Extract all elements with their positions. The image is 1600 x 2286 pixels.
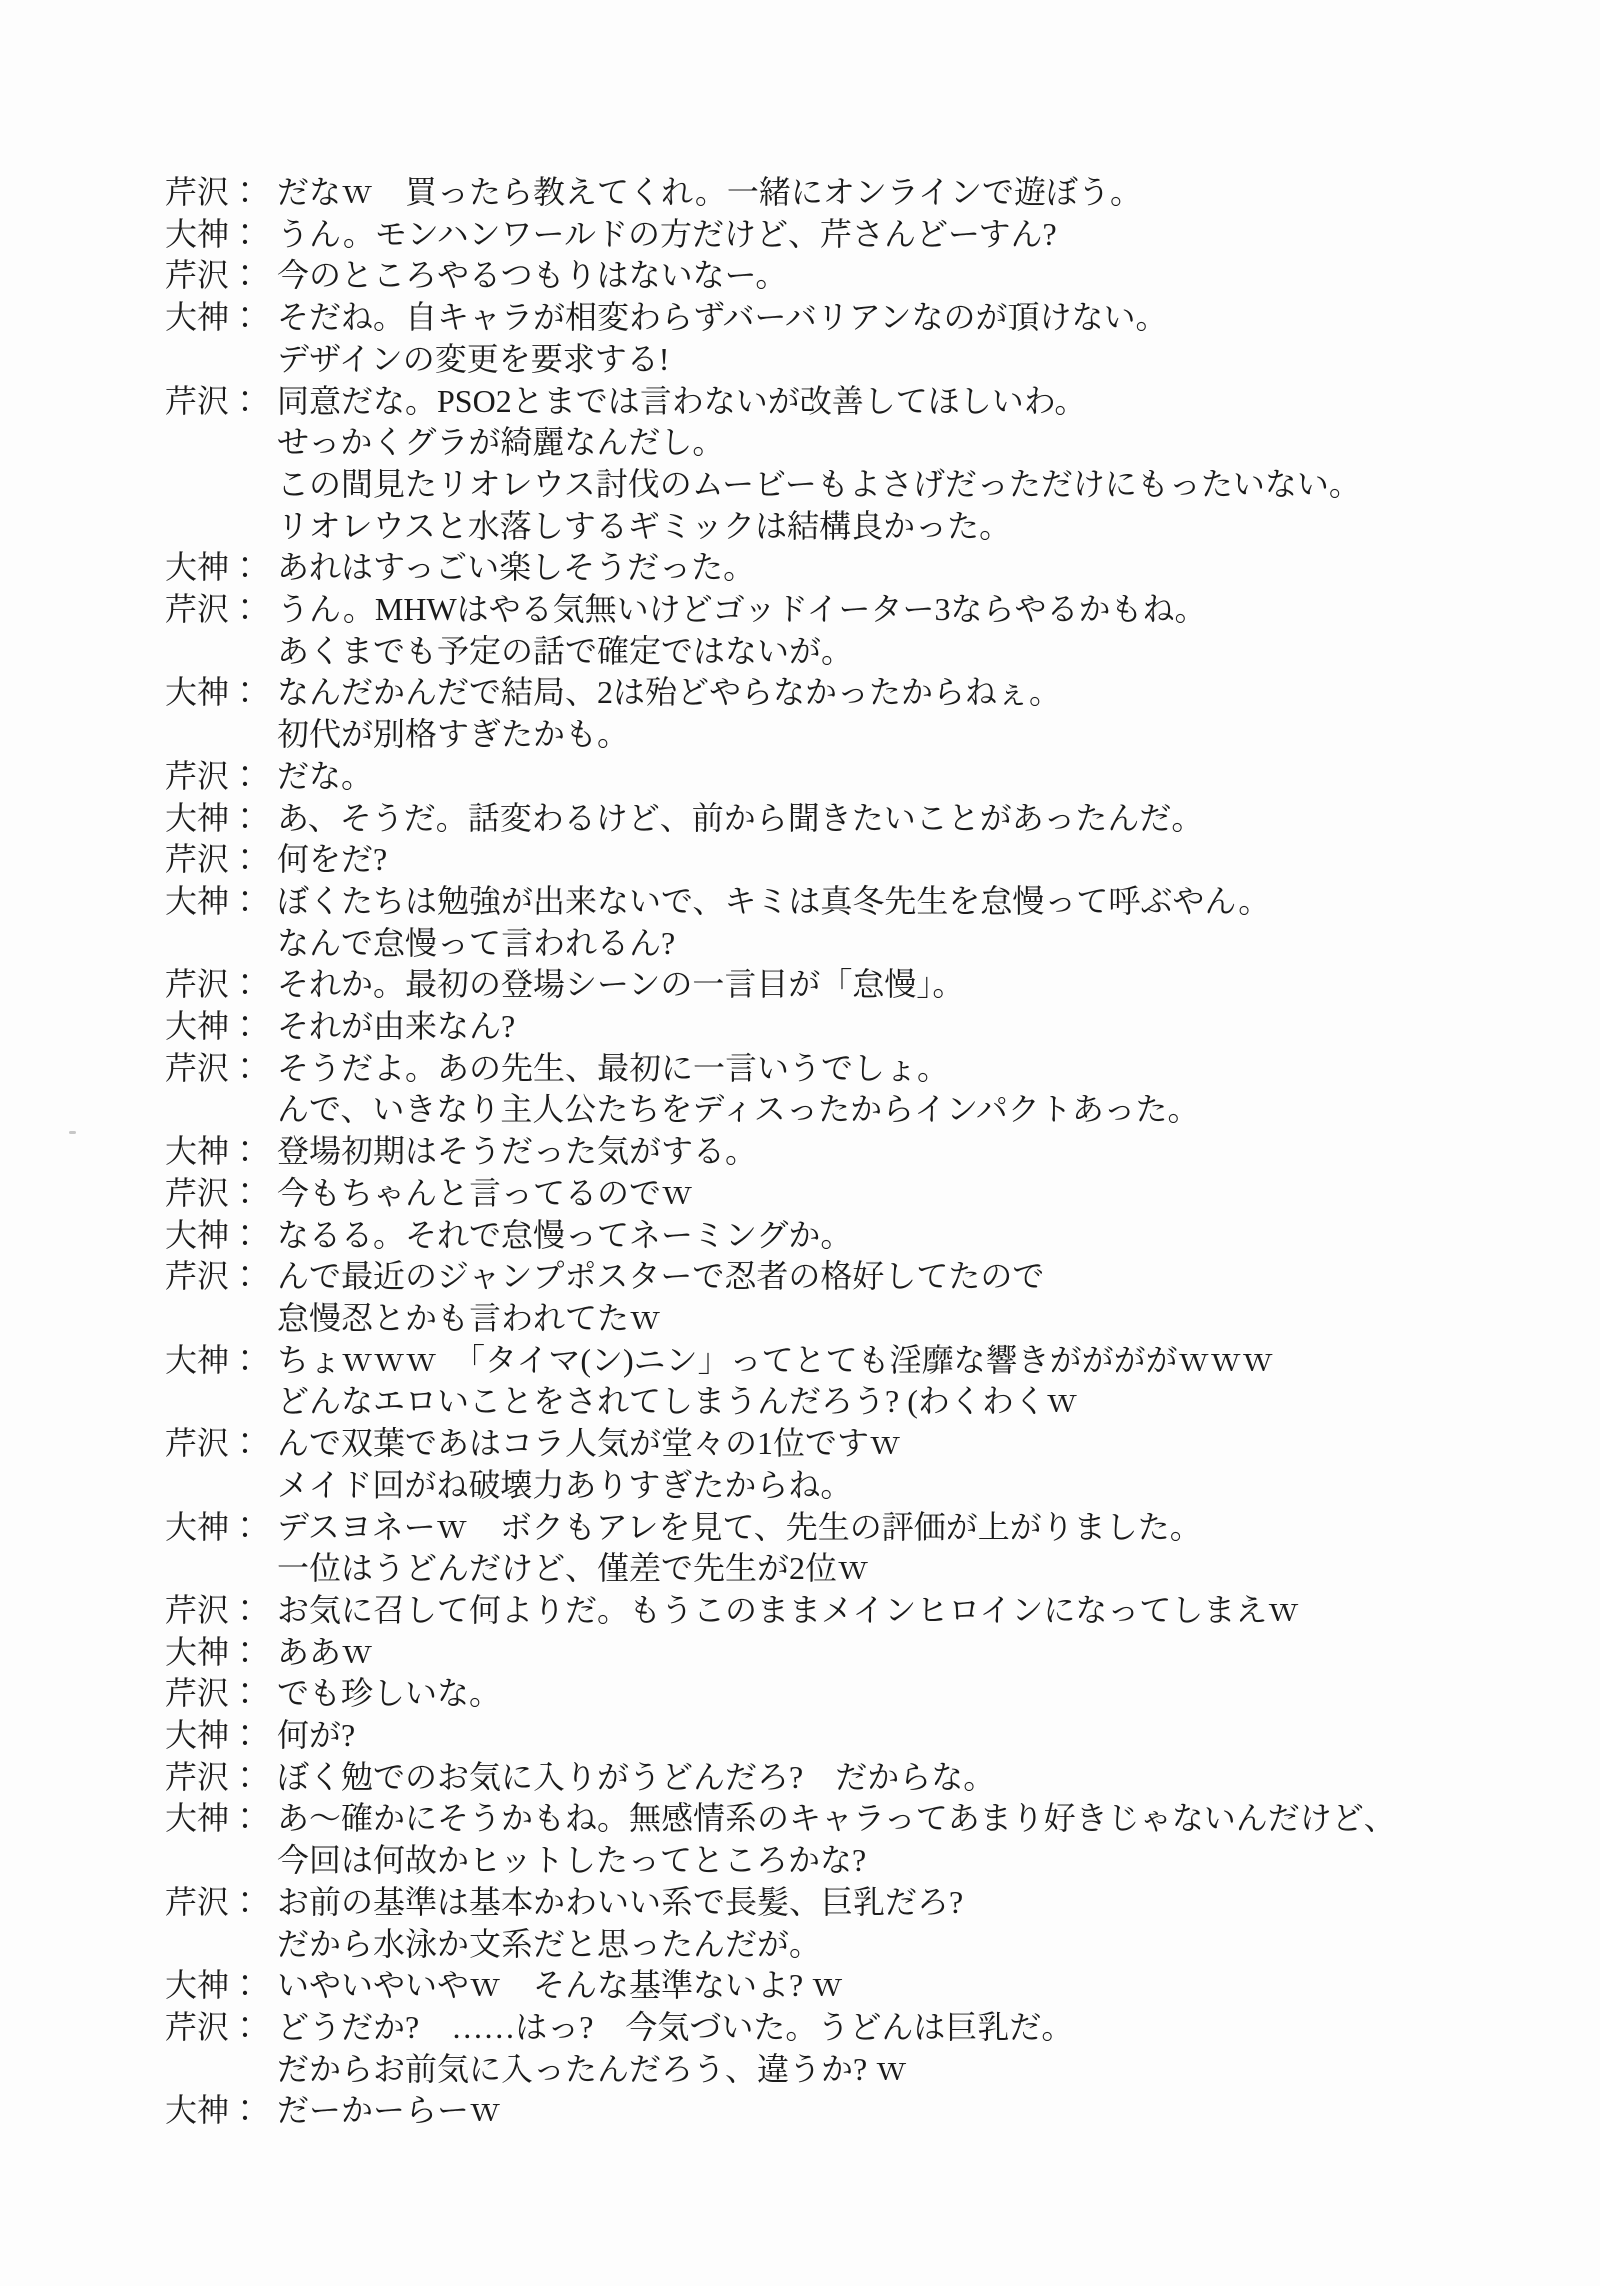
speaker-label: 芹沢：	[165, 2008, 262, 2045]
dialogue-entry	[165, 881, 1560, 964]
dialogue-entry	[165, 1882, 1560, 1965]
speaker-label: 芹沢：	[165, 1174, 262, 1211]
speaker-label: 芹沢：	[165, 1883, 262, 1920]
dialogue-line: 一位はうどんだけど、僅差で先生が2位ｗ	[277, 1550, 870, 1587]
dialogue-lines	[277, 255, 1560, 297]
dialogue-line: なんで怠慢って言われるん?	[277, 924, 676, 961]
dialogue-transcript	[165, 172, 1560, 2132]
dialogue-line: だな。	[277, 757, 374, 794]
speaker-label: 芹沢：	[165, 966, 262, 1003]
dialogue-entry	[165, 756, 1560, 798]
dialogue-line: だから水泳か文系だと思ったんだが。	[277, 1925, 822, 1962]
dialogue-line: この間見たリオレウス討伐のムービーもよさげだっただけにもったいない。	[277, 465, 1361, 502]
dialogue-line: 登場初期はそうだった気がする。	[277, 1133, 758, 1170]
speaker-label: 大神：	[165, 1008, 262, 1045]
dialogue-line: リオレウスと水落しするギミックは結構良かった。	[277, 507, 1012, 544]
dialogue-line: 初代が別格すぎたかも。	[277, 716, 630, 753]
dialogue-line: 今もちゃんと言ってるのでｗ	[277, 1174, 694, 1211]
speaker-label: 大神：	[165, 1508, 262, 1545]
dialogue-lines	[277, 1173, 1560, 1215]
dialogue-lines	[277, 1423, 1560, 1506]
dialogue-line: どんなエロいことをされてしまうんだろう? (わくわくｗ	[277, 1383, 1078, 1420]
dialogue-line: それか。最初の登場シーンの一言目が「怠慢」。	[277, 966, 965, 1003]
dialogue-entry	[165, 1048, 1560, 1131]
dialogue-line: 怠慢忍とかも言われてたｗ	[277, 1299, 662, 1336]
dialogue-lines	[277, 964, 1560, 1006]
dialogue-line: お気に召して何よりだ。もうこのままメインヒロインになってしまえｗ	[277, 1591, 1300, 1628]
speaker-label: 大神：	[165, 1341, 262, 1378]
dialogue-line: あれはすっごい楽しそうだった。	[277, 549, 756, 586]
dialogue-lines	[277, 798, 1560, 840]
dialogue-line: 何が?	[277, 1717, 356, 1754]
dialogue-lines	[277, 1757, 1560, 1799]
dialogue-lines	[277, 1590, 1560, 1632]
dialogue-line: んで双葉であはコラ人気が堂々の1位ですｗ	[277, 1425, 902, 1462]
dialogue-line: うん。モンハンワールドの方だけど、芹さんどーすん?	[277, 215, 1057, 252]
speaker-label: 大神：	[165, 1967, 262, 2004]
dialogue-entry	[165, 1131, 1560, 1173]
dialogue-lines	[277, 756, 1560, 798]
speaker-label: 芹沢：	[165, 1591, 262, 1628]
dialogue-entry	[165, 1006, 1560, 1048]
dialogue-line: そだね。自キャラが相変わらずバーバリアンなのが頂けない。	[277, 299, 1168, 336]
dialogue-entry	[165, 1256, 1560, 1339]
dialogue-entry	[165, 798, 1560, 840]
speaker-label: 大神：	[165, 799, 262, 836]
dialogue-entry	[165, 2090, 1560, 2132]
dialogue-entry	[165, 172, 1560, 214]
dialogue-line: なんだかんだで結局、2は殆どやらなかったからねぇ。	[277, 674, 1062, 711]
speaker-label: 芹沢：	[165, 841, 262, 878]
dialogue-line: うん。MHWはやる気無いけどゴッドイーター3ならやるかもね。	[277, 591, 1207, 628]
dialogue-entry	[165, 1632, 1560, 1674]
dialogue-line: メイド回がね破壊力ありすぎたからね。	[277, 1466, 853, 1503]
dialogue-lines	[277, 547, 1560, 589]
dialogue-line: だからお前気に入ったんだろう、違うか? ｗ	[277, 2050, 908, 2087]
dialogue-line: あ、そうだ。話変わるけど、前から聞きたいことがあったんだ。	[277, 799, 1204, 836]
speaker-label: 大神：	[165, 549, 262, 586]
dialogue-entry	[165, 672, 1560, 755]
dialogue-line: ぼく勉でのお気に入りがうどんだろ? だからな。	[277, 1758, 996, 1795]
speaker-label: 芹沢：	[165, 257, 262, 294]
dialogue-lines	[277, 381, 1560, 548]
dialogue-lines	[277, 1632, 1560, 1674]
dialogue-line: だーかーらーｗ	[277, 2092, 502, 2129]
dialogue-entry	[165, 839, 1560, 881]
dialogue-lines	[277, 1507, 1560, 1590]
dialogue-lines	[277, 2007, 1560, 2090]
speaker-label: 芹沢：	[165, 591, 262, 628]
dialogue-entry	[165, 589, 1560, 672]
dialogue-entry	[165, 1215, 1560, 1257]
dialogue-line: お前の基準は基本かわいい系で長髪、巨乳だろ?	[277, 1883, 964, 1920]
dialogue-lines	[277, 881, 1560, 964]
dialogue-entry	[165, 964, 1560, 1006]
dialogue-line: デスヨネーｗ ボクもアレを見て、先生の評価が上がりました。	[277, 1508, 1202, 1545]
dialogue-lines	[277, 1131, 1560, 1173]
dialogue-line: あくまでも予定の話で確定ではないが。	[277, 632, 854, 669]
dialogue-line: それが由来なん?	[277, 1008, 516, 1045]
dialogue-lines	[277, 672, 1560, 755]
speaker-label: 大神：	[165, 299, 262, 336]
speaker-label: 大神：	[165, 1800, 262, 1837]
speaker-label: 芹沢：	[165, 1758, 262, 1795]
dialogue-line: そうだよ。あの先生、最初に一言いうでしょ。	[277, 1049, 950, 1086]
dialogue-lines	[277, 1715, 1560, 1757]
dialogue-lines	[277, 2090, 1560, 2132]
speaker-label: 大神：	[165, 1216, 262, 1253]
dialogue-line: ちょｗｗｗ 「タイマ(ン)ニン」ってとても淫靡な響きががががｗｗｗ	[277, 1341, 1274, 1378]
dialogue-line: 今回は何故かヒットしたってところかな?	[277, 1842, 867, 1879]
dialogue-lines	[277, 297, 1560, 380]
dialogue-line: あ〜確かにそうかもね。無感情系のキャラってあまり好きじゃないんだけど、	[277, 1800, 1396, 1837]
speaker-label: 芹沢：	[165, 1258, 262, 1295]
dialogue-entry	[165, 1173, 1560, 1215]
speaker-label: 芹沢：	[165, 174, 262, 210]
speaker-label: 芹沢：	[165, 1425, 262, 1462]
speaker-label: 芹沢：	[165, 1049, 262, 1086]
speaker-label: 大神：	[165, 1133, 262, 1170]
dialogue-entry	[165, 297, 1560, 380]
dialogue-lines	[277, 1256, 1560, 1339]
dialogue-lines	[277, 1673, 1560, 1715]
dialogue-lines	[277, 214, 1560, 256]
dialogue-entry	[165, 1340, 1560, 1423]
dialogue-lines	[277, 1006, 1560, 1048]
dialogue-lines	[277, 1340, 1560, 1423]
speaker-label: 大神：	[165, 215, 262, 252]
speaker-label: 大神：	[165, 2092, 262, 2129]
speaker-label: 芹沢：	[165, 382, 262, 419]
dialogue-line: 今のところやるつもりはないなー。	[277, 257, 788, 294]
speaker-label: 大神：	[165, 882, 262, 919]
dialogue-entry	[165, 2007, 1560, 2090]
speaker-label: 大神：	[165, 674, 262, 711]
dialogue-entry	[165, 1507, 1560, 1590]
dialogue-line: どうだか? ……はっ? 今気づいた。うどんは巨乳だ。	[277, 2008, 1074, 2045]
speaker-label: 大神：	[165, 1717, 262, 1754]
dialogue-lines	[277, 1882, 1560, 1965]
speaker-label: 大神：	[165, 1633, 262, 1670]
dialogue-lines	[277, 1965, 1560, 2007]
dialogue-entry	[165, 1590, 1560, 1632]
dialogue-line: なるる。それで怠慢ってネーミングか。	[277, 1216, 853, 1253]
dialogue-line: 同意だな。PSO2とまでは言わないが改善してほしいわ。	[277, 382, 1087, 419]
dialogue-line: いやいやいやｗ そんな基準ないよ? ｗ	[277, 1967, 844, 2004]
dialogue-entry	[165, 1673, 1560, 1715]
dialogue-line: せっかくグラが綺麗なんだし。	[277, 424, 725, 461]
dialogue-entry	[165, 1798, 1560, 1881]
speaker-label: 芹沢：	[165, 757, 262, 794]
dialogue-lines	[277, 1215, 1560, 1257]
dialogue-lines	[277, 1048, 1560, 1131]
dialogue-entry	[165, 1423, 1560, 1506]
dialogue-entry	[165, 381, 1560, 548]
scan-speck	[69, 1131, 76, 1134]
dialogue-entry	[165, 1715, 1560, 1757]
dialogue-entry	[165, 1757, 1560, 1799]
speaker-label: 芹沢：	[165, 1675, 262, 1712]
dialogue-entry	[165, 214, 1560, 256]
dialogue-lines	[277, 1798, 1560, 1881]
dialogue-entry	[165, 547, 1560, 589]
dialogue-line: だなｗ 買ったら教えてくれ。一緒にオンラインで遊ぼう。	[277, 174, 1142, 210]
dialogue-entry	[165, 1965, 1560, 2007]
dialogue-line: でも珍しいな。	[277, 1675, 502, 1712]
dialogue-lines	[277, 589, 1560, 672]
dialogue-lines	[277, 172, 1560, 214]
dialogue-entry	[165, 255, 1560, 297]
dialogue-line: デザインの変更を要求する!	[277, 340, 670, 377]
dialogue-line: んで最近のジャンプポスターで忍者の格好してたので	[277, 1258, 1045, 1295]
dialogue-line: んで、いきなり主人公たちをディスったからインパクトあった。	[277, 1091, 1200, 1128]
dialogue-line: ぼくたちは勉強が出来ないで、キミは真冬先生を怠慢って呼ぶやん。	[277, 882, 1271, 919]
dialogue-line: 何をだ?	[277, 841, 388, 878]
dialogue-line: ああｗ	[277, 1633, 374, 1670]
dialogue-lines	[277, 839, 1560, 881]
